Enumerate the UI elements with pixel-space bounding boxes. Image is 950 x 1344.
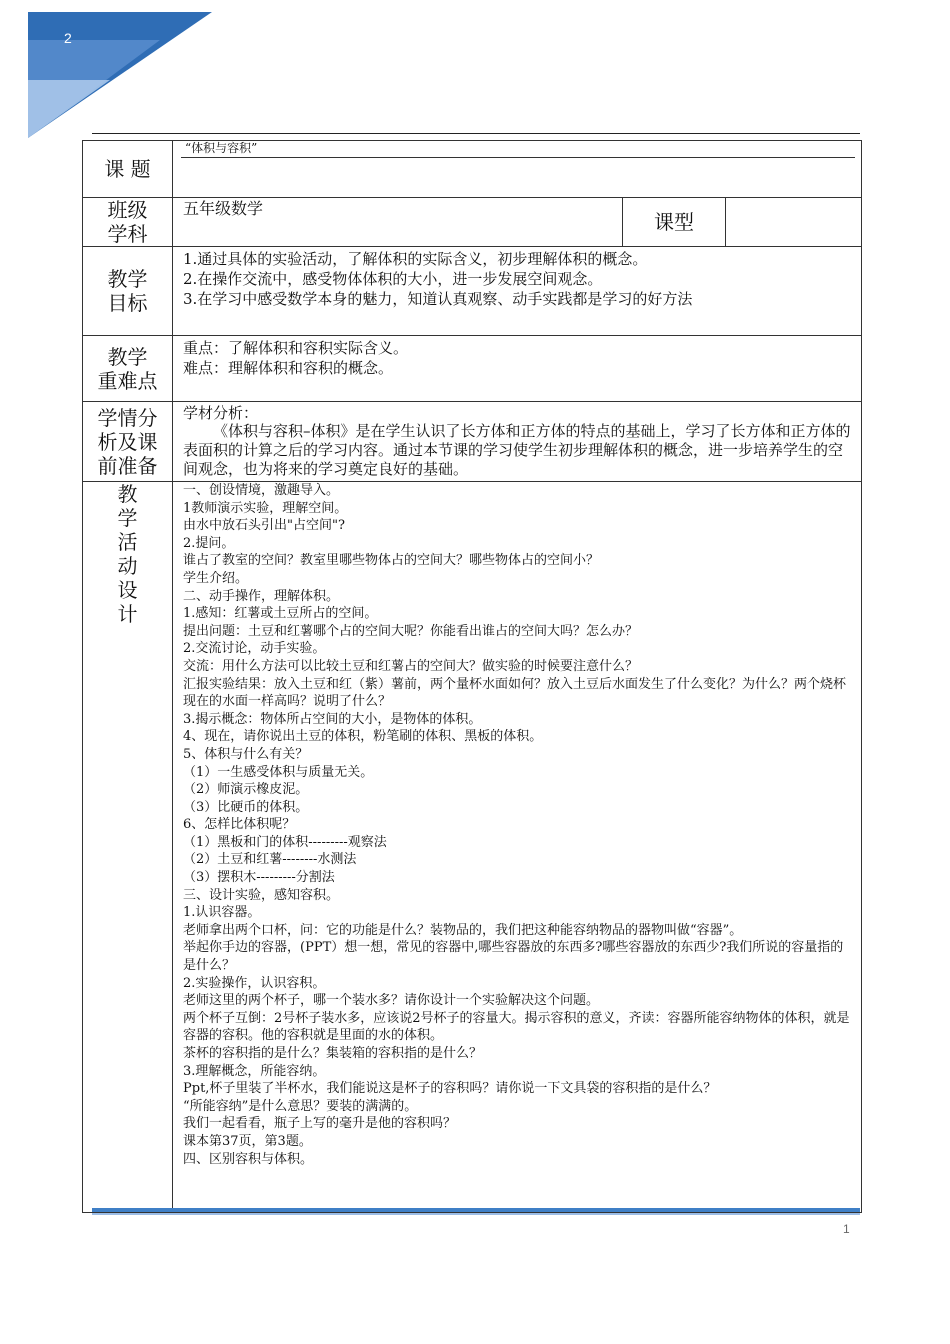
activity-line: 两个杯子互倒：2号杯子装水多，应该说2号杯子的容量大。揭示容积的意义，齐读：容器所能容纳物体的体积，就是容器的容积。他的容积就是里面的水的体积。 [183,1010,850,1044]
activity-line: （1）一生感受体积与质量无关。 [183,764,374,780]
row-activities [83,482,862,1213]
activity-line: 一、创设情境，激趣导入。 [183,483,340,498]
goal-item: 2.在操作交流中，感受物体体积的大小，进一步发展空间观念。 [183,270,603,288]
page-number: 1 [843,1222,850,1236]
activity-line: 二、动手操作，理解体积。 [183,588,340,604]
label-activities: 教 学 活 动 设 计 [83,482,173,1213]
analysis-text: 《体积与容积–体积》是在学生认识了长方体和正方体的特点的基础上，学习了长方体和正方体的表面积的计算之后的学习内容。通过本节课的学习使学生初步理解体积的概念，进一步培养学生的空间观念，也为将来的学习奠定良好的基础。 [183,422,851,478]
activity-line: 茶杯的容积指的是什么？集装箱的容积指的是什么？ [183,1046,483,1061]
activity-line: 老师这里的两个杯子，哪一个装水多？请你设计一个实验解决这个问题。 [183,993,600,1009]
corner-decoration [0,0,260,150]
row-title [83,141,862,198]
label-analysis: 学情分 析及课 前准备 [83,402,173,482]
label-title: 课 题 [83,141,173,198]
label-lesson-type: 课型 [623,198,726,247]
activity-line: 我们一起看看，瓶子上写的毫升是他的容积吗？ [183,1116,457,1132]
activity-line: （3）比硬币的体积。 [183,799,309,815]
activity-line: 课本第37页，第3题。 [183,1133,312,1149]
corner-page-number: 2 [64,30,72,46]
activity-line: 谁占了教室的空间？教室里哪些物体占的空间大？哪些物体占的空间小？ [183,553,600,569]
activity-line: 三、设计实验，感知容积。 [183,887,340,903]
lesson-title: “体积与容积” [185,141,258,155]
class-subject-value: 五年级数学 [173,198,623,247]
key-points-cell [173,336,862,402]
label-class-subject: 班级 学科 [83,198,173,247]
activity-line: 2.交流讨论，动手实验。 [183,641,326,657]
activity-line: 6、怎样比体积呢？ [183,817,296,833]
activity-line: 四、区别容积与体积。 [183,1151,314,1167]
activity-line: 4、现在，请你说出土豆的体积，粉笔刷的体积、黑板的体积。 [183,729,543,745]
activity-line: 由水中放石头引出"占空间"? [183,518,345,534]
row-class-subject [83,198,862,247]
footer-rule-light [92,1213,860,1215]
activity-line: 2.提问。 [183,535,235,551]
activity-line: 2.实验操作，认识容积。 [183,975,326,991]
activity-line: 1教师演示实验，理解空间。 [183,500,348,516]
activity-line: 汇报实验结果：放入土豆和红（紫）薯前，两个量杯水面如何？放入土豆后水面发生了什么变化？为什么？两个烧杯现在的水面一样高吗？说明了什么？ [183,676,847,710]
lesson-plan-table [82,140,862,1213]
activity-line: 1.认识容器。 [183,905,261,921]
key-point-item: 重点：了解体积和容积实际含义。 [183,339,409,357]
title-rule [181,157,855,158]
title-cell [173,141,862,198]
activity-line: （2）土豆和红薯--------水测法 [183,852,357,868]
analysis-heading: 学材分析： [183,404,259,422]
activity-line: （2）师演示橡皮泥。 [183,782,309,798]
activity-line: 学生介绍。 [183,570,249,586]
footer-rule [92,1208,860,1212]
header-rule [92,133,860,134]
activity-line: 交流：用什么方法可以比较土豆和红薯占的空间大？做实验的时候要注意什么？ [183,658,639,674]
activities-cell [173,482,862,1213]
goals-cell [173,247,862,336]
activity-line: 举起你手边的容器，(PPT）想一想，常见的容器中,哪些容器放的东西多?哪些容器放的东西少?我们所说的容量指的是什么？ [183,940,844,974]
activity-line: “所能容纳”是什么意思？要装的满满的。 [183,1098,418,1114]
key-point-item: 难点：理解体积和容积的概念。 [183,359,394,377]
row-key-points [83,336,862,402]
goal-item: 1.通过具体的实验活动，了解体积的实际含义，初步理解体积的概念。 [183,250,648,268]
row-analysis [83,402,862,482]
activity-line: 3.理解概念，所能容纳。 [183,1063,326,1079]
activity-line: （3）摆积木---------分割法 [183,870,335,886]
goal-item: 3.在学习中感受数学本身的魅力，知道认真观察、动手实践都是学习的好方法 [183,290,693,308]
activity-line: Ppt,杯子里装了半杯水，我们能说这是杯子的容积吗？请你说一下文具袋的容积指的是什么？ [183,1081,717,1097]
lesson-type-value [726,198,862,247]
activity-line: 1.感知：红薯或土豆所占的空间。 [183,606,378,622]
analysis-cell [173,402,862,482]
label-key-points: 教学 重难点 [83,336,173,402]
activity-line: 5、体积与什么有关？ [183,746,309,762]
row-goals [83,247,862,336]
activity-line: 老师拿出两个口杯，问：它的功能是什么？装物品的，我们把这种能容纳物品的器物叫做“容器”。 [183,922,743,938]
activity-line: （1）黑板和门的体积---------观察法 [183,834,387,850]
activity-line: 3.揭示概念：物体所占空间的大小，是物体的体积。 [183,711,482,727]
label-goals: 教学 目标 [83,247,173,336]
activity-line: 提出问题：土豆和红薯哪个占的空间大呢？你能看出谁占的空间大吗？怎么办？ [183,623,639,639]
